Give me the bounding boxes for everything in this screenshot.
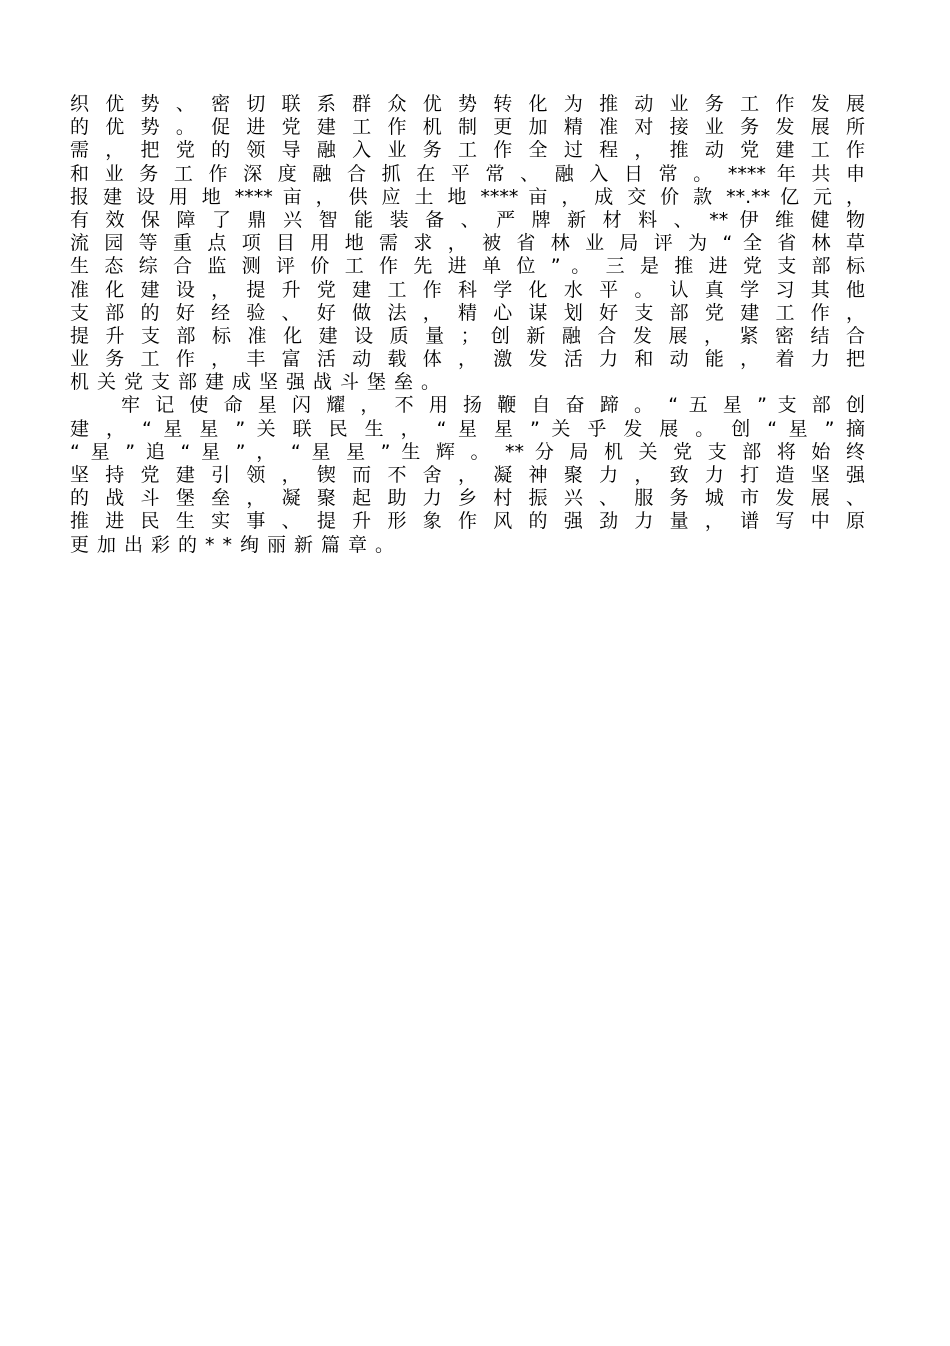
- text-line: 业 务 工 作 ， 丰 富 活 动 载 体 ， 激 发 活 力 和 动 能 ， 着 力 把: [70, 348, 865, 371]
- body-text: [70, 93, 865, 557]
- text-line: “ 星 ” 追 “ 星 ” ， “ 星 星 ” 生 辉 。 ** 分 局 机 关 党 支 部 将 始 终: [70, 440, 865, 463]
- text-line: 织 优 势 、 密 切 联 系 群 众 优 势 转 化 为 推 动 业 务 工 作 发 展: [70, 93, 865, 115]
- text-line: 流 园 等 重 点 项 目 用 地 需 求 ， 被 省 林 业 局 评 为 “ 全 省 林 草: [70, 232, 865, 255]
- text-line: 支 部 的 好 经 验 、 好 做 法 ， 精 心 谋 划 好 支 部 党 建 工 作 ，: [70, 301, 865, 324]
- text-line-paragraph-end: 机关党支部建成坚强战斗堡垒。: [70, 371, 449, 394]
- text-line: 有 效 保 障 了 鼎 兴 智 能 装 备 、 严 牌 新 材 料 、 ** 伊 维 健 物: [70, 208, 865, 231]
- text-line: 准 化 建 设 ， 提 升 党 建 工 作 科 学 化 水 平 。 认 真 学 习 其 他: [70, 278, 865, 301]
- text-line: 的 战 斗 堡 垒 ， 凝 聚 起 助 力 乡 村 振 兴 、 服 务 城 市 发 展 、: [70, 487, 865, 510]
- text-line: 的 优 势 。 促 进 党 建 工 作 机 制 更 加 精 准 对 接 业 务 发 展 所: [70, 116, 865, 139]
- text-line-paragraph-end: 更加出彩的**绚丽新篇章。: [70, 533, 403, 556]
- text-line: 建 ， “ 星 星 ” 关 联 民 生 ， “ 星 星 ” 关 乎 发 展 。 创 “ 星 ” 摘: [70, 417, 865, 440]
- text-line: 和 业 务 工 作 深 度 融 合 抓 在 平 常 、 融 入 日 常 。 **** 年 共 申: [70, 162, 865, 185]
- text-line: 推 进 民 生 实 事 、 提 升 形 象 作 风 的 强 劲 力 量 ， 谱 写 中 原: [70, 510, 865, 533]
- text-line-paragraph-start: 牢 记 使 命 星 闪 耀 ， 不 用 扬 鞭 自 奋 蹄 。 “ 五 星 ” 支 部 创: [121, 394, 865, 417]
- text-line: 报 建 设 用 地 **** 亩 ， 供 应 土 地 **** 亩 ， 成 交 价 款 **.** 亿 元 ，: [70, 185, 865, 208]
- text-line: 提 升 支 部 标 准 化 建 设 质 量 ； 创 新 融 合 发 展 ， 紧 密 结 合: [70, 324, 865, 347]
- text-line: 需 ， 把 党 的 领 导 融 入 业 务 工 作 全 过 程 ， 推 动 党 建 工 作: [70, 139, 865, 162]
- text-line: 坚 持 党 建 引 领 ， 锲 而 不 舍 ， 凝 神 聚 力 ， 致 力 打 造 坚 强: [70, 464, 865, 486]
- text-line: 生 态 综 合 监 测 评 价 工 作 先 进 单 位 ” 。 三 是 推 进 党 支 部 标: [70, 255, 865, 278]
